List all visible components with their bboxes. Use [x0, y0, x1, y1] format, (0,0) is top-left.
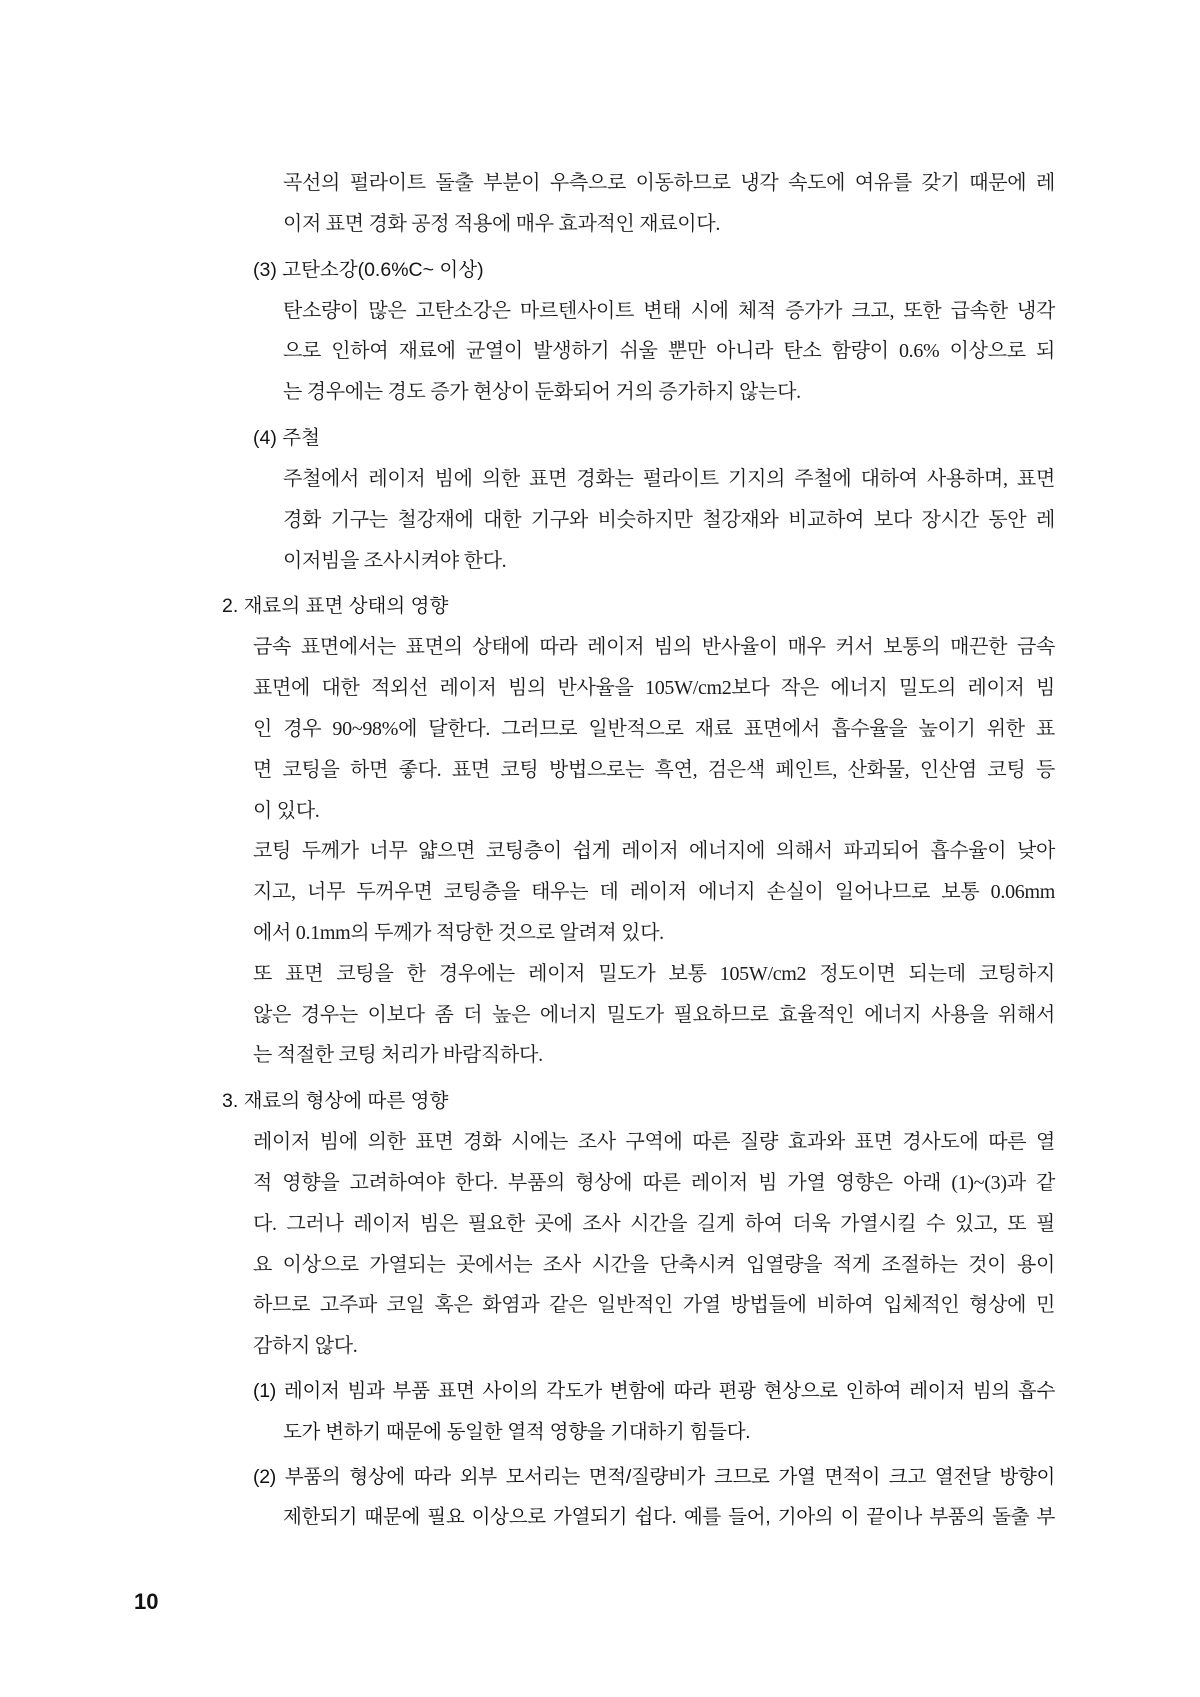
paragraph-line: 는 적절한 코팅 처리가 바람직하다.: [253, 1044, 543, 1067]
paragraph-line: 않은 경우는 이보다 좀 더 높은 에너지 밀도가 필요하므로 효율적인 에너지 사용을 위해서: [253, 1003, 1055, 1026]
paragraph-line: 면 코팅을 하면 좋다. 표면 코팅 방법으로는 흑연, 검은색 페인트, 산화물, 인산염 코팅 등: [253, 758, 1055, 781]
subsection-heading-3: (3) 고탄소강(0.6%C~ 이상): [253, 258, 484, 281]
paragraph-line: 으로 인하여 재료에 균열이 발생하기 쉬울 뿐만 아니라 탄소 함량이 0.6% 이상으로 되: [283, 340, 1055, 363]
paragraph-line: 요 이상으로 가열되는 곳에서는 조사 시간을 단축시켜 입열량을 적게 조절하는 것이 용이: [253, 1253, 1055, 1276]
paragraph-line: 탄소량이 많은 고탄소강은 마르텐사이트 변태 시에 체적 증가가 크고, 또한 급속한 냉각: [283, 299, 1055, 322]
paragraph-line: 금속 표면에서는 표면의 상태에 따라 레이저 빔의 반사율이 매우 커서 보통의 매끈한 금속: [253, 636, 1055, 659]
section-3-paragraph: [0, 1122, 1200, 1367]
paragraph-line: 또 표면 코팅을 한 경우에는 레이저 밀도가 보통 105W/cm2 정도이면 되는데 코팅하지: [253, 962, 1055, 985]
paragraph-line: 표면에 대한 적외선 레이저 빔의 반사율을 105W/cm2보다 작은 에너지 밀도의 레이저 빔: [253, 677, 1055, 700]
paragraph-continuation: [0, 163, 1200, 245]
subsection-heading-4: (4) 주철: [253, 426, 320, 449]
subsection-3-paragraph: [0, 291, 1200, 413]
paragraph-line: 지고, 너무 두꺼우면 코팅층을 태우는 데 레이저 에너지 손실이 일어나므로 보통 0.06mm: [253, 881, 1055, 904]
list-item-2: [0, 1457, 1200, 1539]
page-number: 10: [134, 1589, 159, 1614]
paragraph-line: 경화 기구는 철강재에 대한 기구와 비슷하지만 철강재와 비교하여 보다 장시간 동안 레: [283, 508, 1055, 531]
paragraph-line: 는 경우에는 경도 증가 현상이 둔화되어 거의 증가하지 않는다.: [283, 381, 801, 404]
list-item-line: (2) 부품의 형상에 따라 외부 모서리는 면적/질량비가 크므로 가열 면적이 크고 열전달 방향이: [253, 1465, 1055, 1488]
subsection-4-paragraph: [0, 459, 1200, 581]
paragraph-line: 인 경우 90~98%에 달한다. 그러므로 일반적으로 재료 표면에서 흡수율을 높이기 위한 표: [253, 717, 1055, 740]
paragraph-line: 다. 그러나 레이저 빔은 필요한 곳에 조사 시간을 길게 하여 더욱 가열시킬 수 있고, 또 필: [253, 1212, 1055, 1235]
section-heading-2: 2. 재료의 표면 상태의 영향: [222, 595, 449, 618]
paragraph-line: 에서 0.1mm의 두께가 적당한 것으로 알려져 있다.: [253, 921, 664, 944]
paragraph-line: 감하지 않다.: [253, 1335, 358, 1358]
section-2-paragraph-2: [0, 831, 1200, 953]
section-heading-3: 3. 재료의 형상에 따른 영향: [222, 1090, 449, 1113]
paragraph-line: 하므로 고주파 코일 혹은 화염과 같은 일반적인 가열 방법들에 비하여 입체적인 형상에 민: [253, 1294, 1055, 1317]
paragraph-line: 코팅 두께가 너무 얇으면 코팅층이 쉽게 레이저 에너지에 의해서 파괴되어 흡수율이 낮아: [253, 840, 1055, 863]
paragraph-line: 이저 표면 경화 공정 적용에 매우 효과적인 재료이다.: [283, 212, 721, 235]
list-item-line: (1) 레이저 빔과 부품 표면 사이의 각도가 변함에 따라 편광 현상으로 인하여 레이저 빔의 흡수: [253, 1379, 1055, 1402]
list-item-line: 제한되기 때문에 필요 이상으로 가열되기 쉽다. 예를 들어, 기아의 이 끝이나 부품의 돌출 부: [283, 1506, 1055, 1529]
paragraph-line: 주철에서 레이저 빔에 의한 표면 경화는 펄라이트 기지의 주철에 대하여 사용하며, 표면: [283, 467, 1055, 490]
page-content: [0, 163, 1200, 1538]
section-2-paragraph-1: [0, 627, 1200, 831]
list-item-1: [0, 1371, 1200, 1453]
section-2-paragraph-3: [0, 954, 1200, 1076]
paragraph-line: 레이저 빔에 의한 표면 경화 시에는 조사 구역에 따른 질량 효과와 표면 경사도에 따른 열: [253, 1131, 1055, 1154]
paragraph-line: 이저빔을 조사시켜야 한다.: [283, 549, 507, 572]
list-item-line: 도가 변하기 때문에 동일한 열적 영향을 기대하기 힘들다.: [283, 1420, 751, 1443]
paragraph-line: 이 있다.: [253, 799, 320, 822]
paragraph-line: 적 영향을 고려하여야 한다. 부품의 형상에 따른 레이저 빔 가열 영향은 아래 (1)~(3)과 같: [253, 1171, 1055, 1194]
paragraph-line: 곡선의 펄라이트 돌출 부분이 우측으로 이동하므로 냉각 속도에 여유를 갖기 때문에 레: [283, 172, 1055, 194]
